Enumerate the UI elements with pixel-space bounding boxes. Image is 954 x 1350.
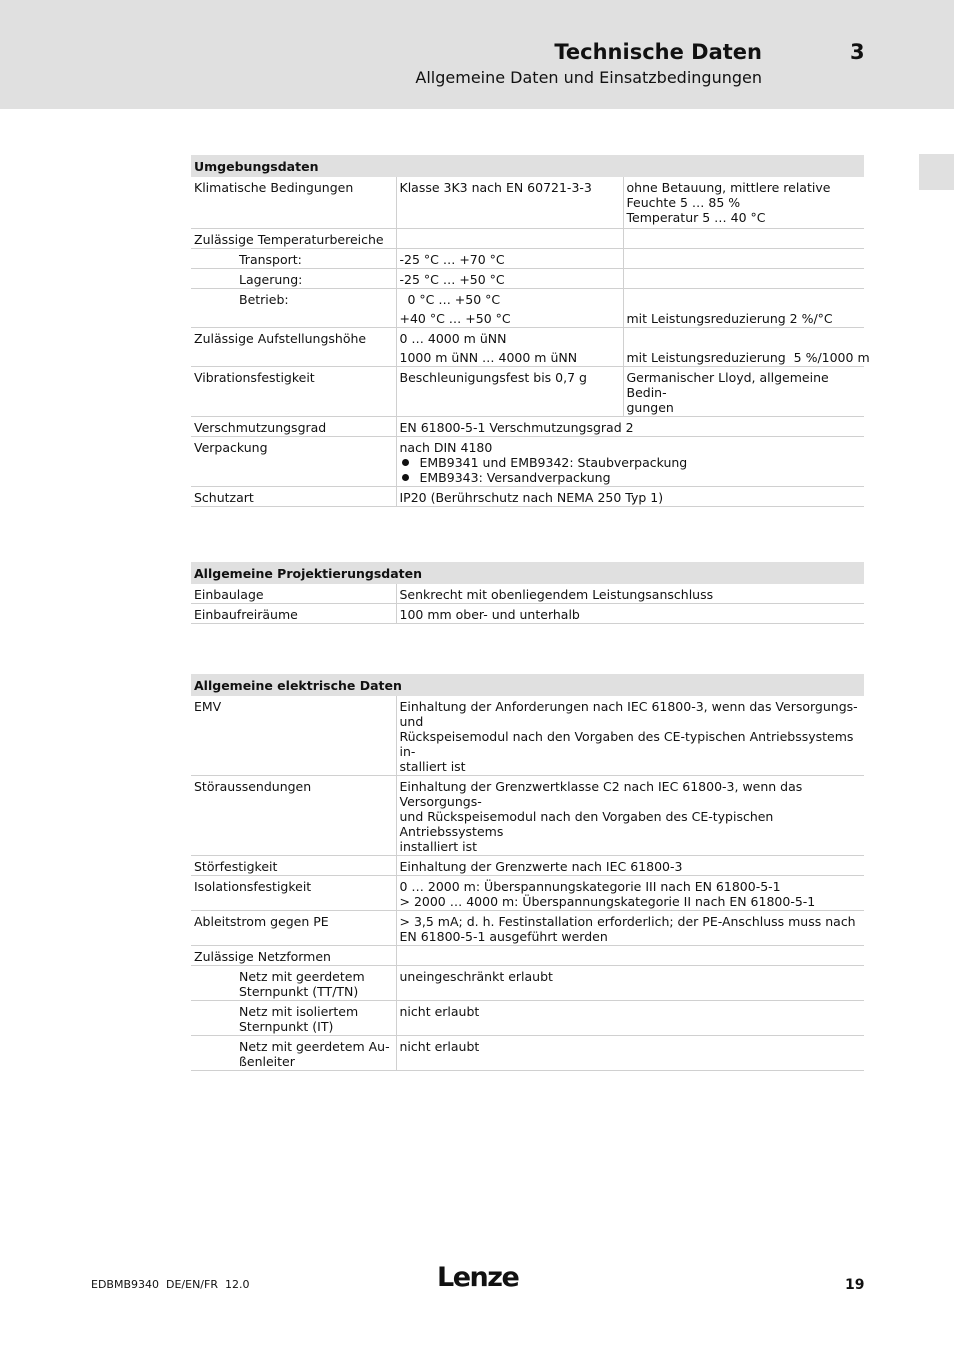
header-band xyxy=(0,0,954,109)
table-heading-row xyxy=(191,674,864,696)
table-row xyxy=(191,604,864,624)
row-value: nach DIN 4180 EMB9341 und EMB9342: Staubverpackung EMB9343: Versandverpackung xyxy=(396,437,864,487)
table-row xyxy=(191,856,864,876)
row-label: Netz mit isoliertem Sternpunkt (IT) xyxy=(191,1001,396,1036)
table-row xyxy=(191,177,864,229)
bullet-icon xyxy=(402,474,409,481)
bullet-item: EMB9341 und EMB9342: Staubverpackung xyxy=(400,455,862,470)
table-row xyxy=(191,328,864,348)
lenze-logo: Lenze xyxy=(437,1262,519,1293)
table-row xyxy=(191,966,864,1001)
table-row xyxy=(191,417,864,437)
table-row xyxy=(191,249,864,269)
row-label: Schutzart xyxy=(191,487,396,507)
row-value: uneingeschränkt erlaubt xyxy=(396,966,864,1001)
table-row xyxy=(191,308,864,328)
row-value: Beschleunigungsfest bis 0,7 g xyxy=(396,367,623,417)
table-row xyxy=(191,911,864,946)
row-label: Ableitstrom gegen PE xyxy=(191,911,396,946)
row-label: Störaussendungen xyxy=(191,776,396,856)
row-label: Zulässige Aufstellungshöhe xyxy=(194,331,367,346)
row-label: Verpackung xyxy=(191,437,396,487)
table-row xyxy=(191,437,864,487)
table-row xyxy=(191,269,864,289)
table-row xyxy=(191,347,864,367)
planning-table xyxy=(191,562,864,624)
table-row xyxy=(191,1036,864,1071)
row-note: Germanischer Lloyd, allgemeine Bedin- gungen xyxy=(623,367,864,417)
row-label: Isolationsfestigkeit xyxy=(191,876,396,911)
row-value: > 3,5 mA; d. h. Festinstallation erforderlich; der PE-Anschluss muss nach EN 61800-5-1 ausgeführt werden xyxy=(396,911,864,946)
table-heading-row xyxy=(191,562,864,584)
table-row xyxy=(191,487,864,507)
table-row xyxy=(191,776,864,856)
row-label: Störfestigkeit xyxy=(191,856,396,876)
table-heading-row xyxy=(191,155,864,177)
row-label: Lagerung: xyxy=(191,269,396,289)
chapter-side-tab xyxy=(919,154,954,190)
row-label: Vibrationsfestigkeit xyxy=(191,367,396,417)
environment-table xyxy=(191,155,870,507)
row-value: 0 … 2000 m: Überspannungskategorie III nach EN 61800-5-1 > 2000 … 4000 m: Überspannungskategorie II nach EN 61800-5-1 xyxy=(396,876,864,911)
row-label: Einbaufreiräume xyxy=(191,604,396,624)
row-value: Einhaltung der Anforderungen nach IEC 61800-3, wenn das Versorgungs- und Rückspeisemodul nach den Vorgaben des CE-typischen Antriebssystems in- stalliert ist xyxy=(396,696,864,776)
table-row xyxy=(191,946,864,966)
table-row xyxy=(191,1001,864,1036)
row-label: Betrieb: xyxy=(239,292,289,307)
row-label: Zulässige Temperaturbereiche xyxy=(191,229,396,249)
row-note: mit Leistungsreduzierung 5 %/1000 m xyxy=(623,347,864,367)
table-row xyxy=(191,876,864,911)
chapter-number: 3 xyxy=(850,40,865,64)
page-number: 19 xyxy=(845,1277,865,1293)
page-title: Technische Daten xyxy=(554,40,762,64)
row-value: nicht erlaubt xyxy=(396,1001,864,1036)
row-label: Transport: xyxy=(191,249,396,269)
row-label: Zulässige Netzformen xyxy=(191,946,396,966)
table-heading: Allgemeine elektrische Daten xyxy=(191,674,864,696)
electrical-table xyxy=(191,674,864,1071)
row-value: Einhaltung der Grenzwerte nach IEC 61800-3 xyxy=(396,856,864,876)
table-row xyxy=(191,584,864,604)
row-label: Klimatische Bedingungen xyxy=(191,177,396,229)
row-label: Netz mit geerdetem Sternpunkt (TT/TN) xyxy=(191,966,396,1001)
row-value: -25 °C … +50 °C xyxy=(396,269,623,289)
bullet-icon xyxy=(402,459,409,466)
row-value: 0 … 4000 m üNN xyxy=(396,328,623,348)
document-id: EDBMB9340 DE/EN/FR 12.0 xyxy=(91,1278,250,1291)
row-label: EMV xyxy=(191,696,396,776)
row-value: Senkrecht mit obenliegendem Leistungsanschluss xyxy=(396,584,864,604)
page-subtitle: Allgemeine Daten und Einsatzbedingungen xyxy=(415,68,762,87)
row-value: 1000 m üNN … 4000 m üNN xyxy=(396,347,623,367)
row-label: Netz mit geerdetem Au- ßenleiter xyxy=(191,1036,396,1071)
row-value: IP20 (Berührschutz nach NEMA 250 Typ 1) xyxy=(396,487,864,507)
bullet-item: EMB9343: Versandverpackung xyxy=(400,470,862,485)
row-note: ohne Betauung, mittlere relative Feuchte 5 … 85 % Temperatur 5 … 40 °C xyxy=(623,177,864,229)
row-note: mit Leistungsreduzierung 2 %/°C xyxy=(623,308,864,328)
row-label: Einbaulage xyxy=(191,584,396,604)
table-row xyxy=(191,289,864,309)
table-row xyxy=(191,229,864,249)
row-value: 100 mm ober- und unterhalb xyxy=(396,604,864,624)
table-heading: Allgemeine Projektierungsdaten xyxy=(191,562,864,584)
row-value: Einhaltung der Grenzwertklasse C2 nach IEC 61800-3, wenn das Versorgungs- und Rückspeisemodul nach den Vorgaben des CE-typischen Antriebssystems installiert ist xyxy=(396,776,864,856)
row-value: -25 °C … +70 °C xyxy=(396,249,623,269)
row-value: EN 61800-5-1 Verschmutzungsgrad 2 xyxy=(396,417,864,437)
row-label: Verschmutzungsgrad xyxy=(191,417,396,437)
table-row xyxy=(191,367,864,417)
row-value: +40 °C … +50 °C xyxy=(396,308,623,328)
row-value: 0 °C … +50 °C xyxy=(396,289,623,309)
table-heading: Umgebungsdaten xyxy=(191,155,864,177)
row-value: Klasse 3K3 nach EN 60721-3-3 xyxy=(396,177,623,229)
table-row xyxy=(191,696,864,776)
row-value: nicht erlaubt xyxy=(396,1036,864,1071)
